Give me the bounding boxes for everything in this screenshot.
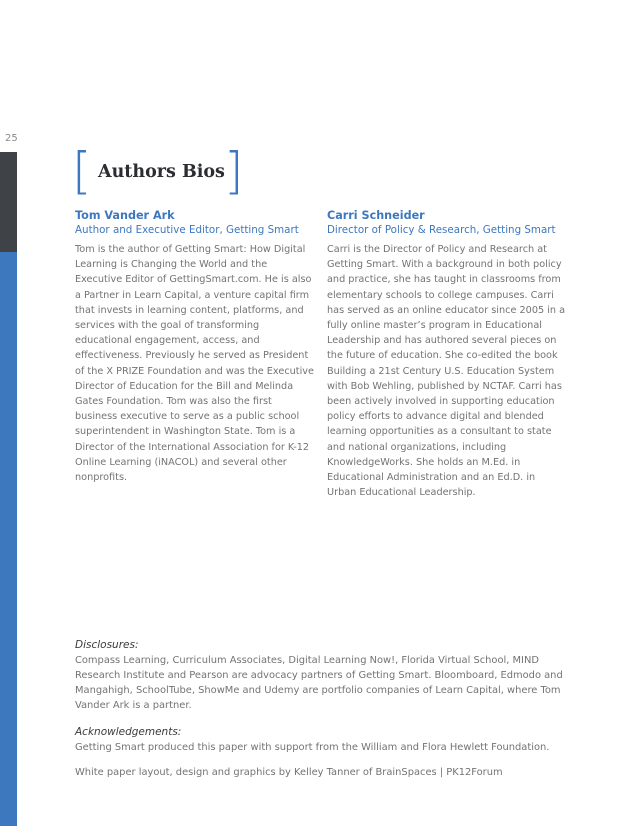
acknowledgements-text: Getting Smart produced this paper with support from the William and Flora Hewlett Foundation. (75, 742, 550, 753)
author-bio-text: Carri is the Director of Policy and Research at Getting Smart. With a background in both policy and practice, she has taught in classrooms from elementary schools to college campuses. Carri has served as an online educator since 2005 in a fully online master’s program in Educational Leadership and has authored several pieces on the future of education. She co-edited the book Building a 21st Century U.S. Education System with Bob Wehling, published by NCTAF. Carri has been actively involved in supporting education policy efforts to advance digital and blended learning opportunities as a consultant to state and national organizations, including KnowledgeWorks. She holds an M.Ed. in Educational Administration and an Ed.D. in Urban Educational Leadership. (327, 244, 566, 499)
acknowledgements-heading: Acknowledgements: (75, 726, 182, 738)
disclosures-text: Compass Learning, Curriculum Associates, Digital Learning Now!, Florida Virtual School, MIND Research Institute and Pearson are advocacy partners of Getting Smart. Bloomboard, Edmodo and Mangahigh, SchoolTube, ShowMe and Udemy are portfolio companies of Learn Capital, where Tom Vander Ark is a partner. (75, 655, 563, 711)
author-bio-text: Tom is the author of Getting Smart: How Digital Learning is Changing the World and the Executive Editor of GettingSmart.com. He is also a Partner in Learn Capital, a venture capital firm that invests in learning content, platforms, and services with the goal of transforming educational engagement, access, and effectiveness. Previously he served as President of the X PRIZE Foundation and was the Executive Director of Education for the Bill and Melinda Gates Foundation. Tom was also the first business executive to serve as a public school superintendent in Washington State. Tom is a Director of the International Association for K-12 Online Learning (iNACOL) and several other nonprofits. (75, 244, 314, 484)
footer-notes (75, 638, 575, 780)
author-role: Director of Policy & Research, Getting Smart (327, 224, 556, 236)
side-bar-dark-segment (0, 152, 17, 252)
section-heading (72, 142, 247, 200)
author-name: Tom Vander Ark (75, 209, 175, 222)
author-name: Carri Schneider (327, 209, 425, 222)
credits-text: White paper layout, design and graphics by Kelley Tanner of BrainSpaces | PK12Forum (75, 767, 503, 778)
disclosures-heading: Disclosures: (75, 639, 139, 651)
author-bio-tom (75, 208, 317, 485)
page-number: 25 (5, 133, 18, 144)
author-role: Author and Executive Editor, Getting Smart (75, 224, 299, 236)
section-title: Authors Bios (98, 162, 225, 182)
side-bar-blue-segment (0, 252, 17, 826)
right-bracket-decoration: ] (224, 142, 244, 200)
author-bio-carri (327, 208, 567, 500)
left-bracket-decoration: [ (72, 142, 92, 200)
